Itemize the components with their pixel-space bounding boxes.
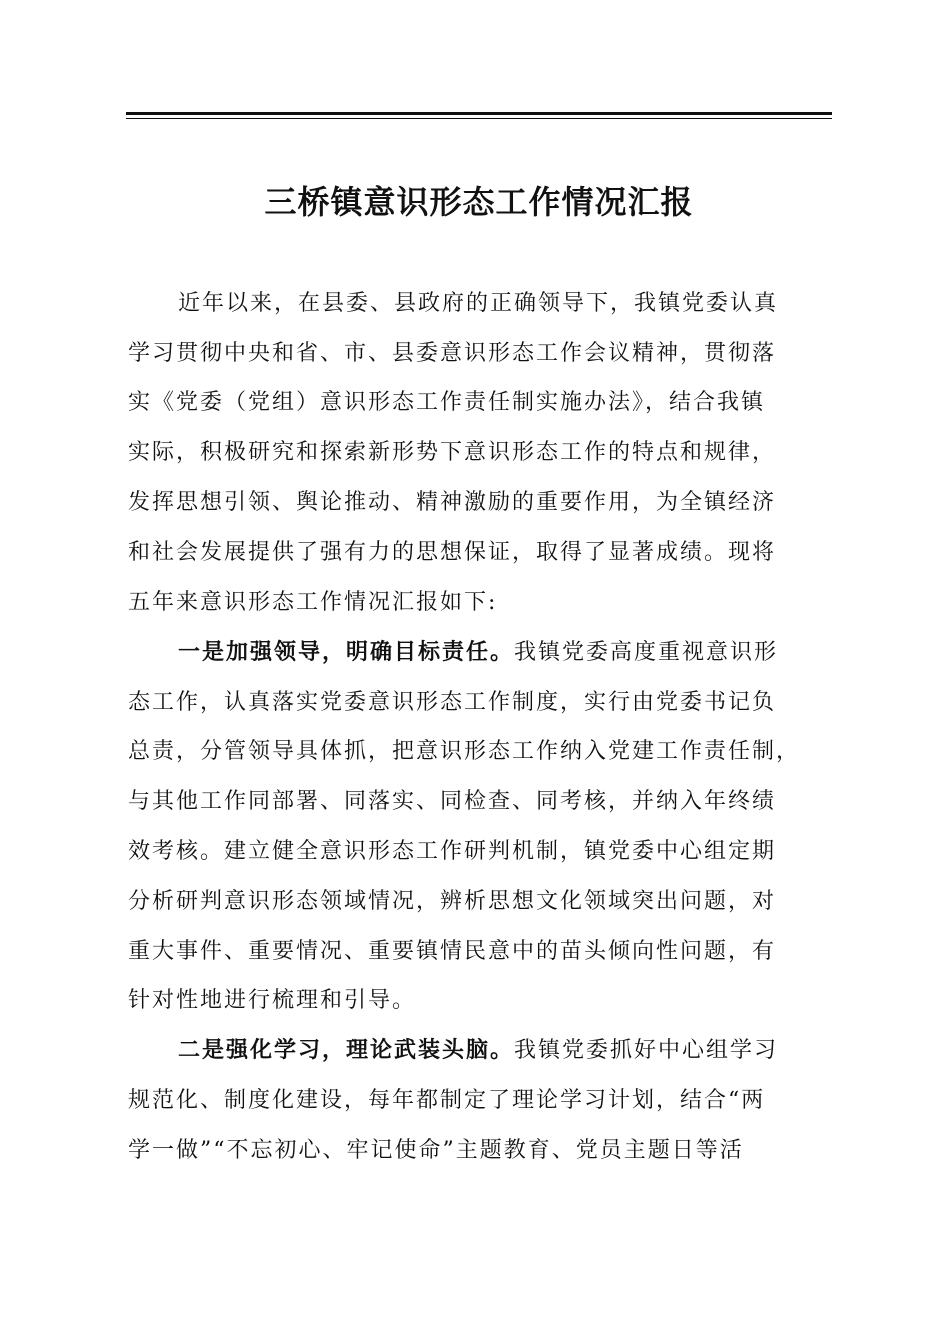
body-line	[128, 436, 776, 470]
line-text: 学一做”“不忘初心、牢记使命”主题教育、党员主题日等活	[128, 1138, 744, 1163]
line-text: 和社会发展提供了强有力的思想保证，取得了显著成绩。现将	[128, 540, 777, 565]
body-line	[128, 735, 800, 769]
header-rule-thick	[126, 112, 832, 115]
body-line	[178, 287, 778, 321]
body-line	[128, 386, 765, 420]
header-rule-thin	[126, 118, 832, 119]
line-text: 总责，分管领导具体抓，把意识形态工作纳入党建工作责任制，	[128, 739, 801, 764]
line-text: 与其他工作同部署、同落实、同检查、同考核，并纳入年终绩	[128, 789, 777, 814]
line-text: 我镇党委抓好中心组学习	[514, 1038, 779, 1063]
body-line	[128, 1084, 765, 1118]
line-text: 实际，积极研究和探索新形势下意识形态工作的特点和规律，	[128, 440, 777, 465]
line-text: 态工作，认真落实党委意识形态工作制度，实行由党委书记负	[128, 690, 777, 715]
section-heading: 一是加强领导，明确目标责任。	[178, 640, 515, 665]
body-line	[128, 337, 776, 371]
line-text: 效考核。建立健全意识形态工作研判机制，镇党委中心组定期	[128, 839, 777, 864]
line-text: 我镇党委高度重视意识形	[514, 640, 779, 665]
body-line	[178, 1034, 778, 1068]
body-line	[128, 835, 776, 869]
section-heading: 二是强化学习，理论武装头脑。	[178, 1038, 515, 1063]
body-line	[128, 486, 776, 520]
body-line	[128, 935, 776, 969]
line-text: 分析研判意识形态领域情况，辨析思想文化领域突出问题，对	[128, 889, 777, 914]
document-title: 三桥镇意识形态工作情况汇报	[264, 183, 694, 221]
body-line	[128, 536, 776, 570]
body-line	[128, 984, 416, 1018]
body-line	[128, 686, 776, 720]
body-line	[128, 885, 776, 919]
line-text: 发挥思想引领、舆论推动、精神激励的重要作用，为全镇经济	[128, 490, 777, 515]
body-line	[128, 586, 497, 620]
line-text: 近年以来，在县委、县政府的正确领导下，我镇党委认真	[178, 291, 779, 316]
line-text: 重大事件、重要情况、重要镇情民意中的苗头倾向性问题，有	[128, 939, 777, 964]
line-text: 规范化、制度化建设，每年都制定了理论学习计划，结合“两	[128, 1088, 766, 1113]
line-text: 五年来意识形态工作情况汇报如下:	[128, 590, 498, 615]
body-line	[178, 636, 778, 670]
body-line	[128, 785, 776, 819]
body-line	[128, 1134, 744, 1168]
line-text: 针对性地进行梳理和引导。	[128, 988, 417, 1013]
line-text: 实《党委（党组）意识形态工作责任制实施办法》，结合我镇	[128, 390, 766, 415]
line-text: 学习贯彻中央和省、市、县委意识形态工作会议精神，贯彻落	[128, 341, 777, 366]
